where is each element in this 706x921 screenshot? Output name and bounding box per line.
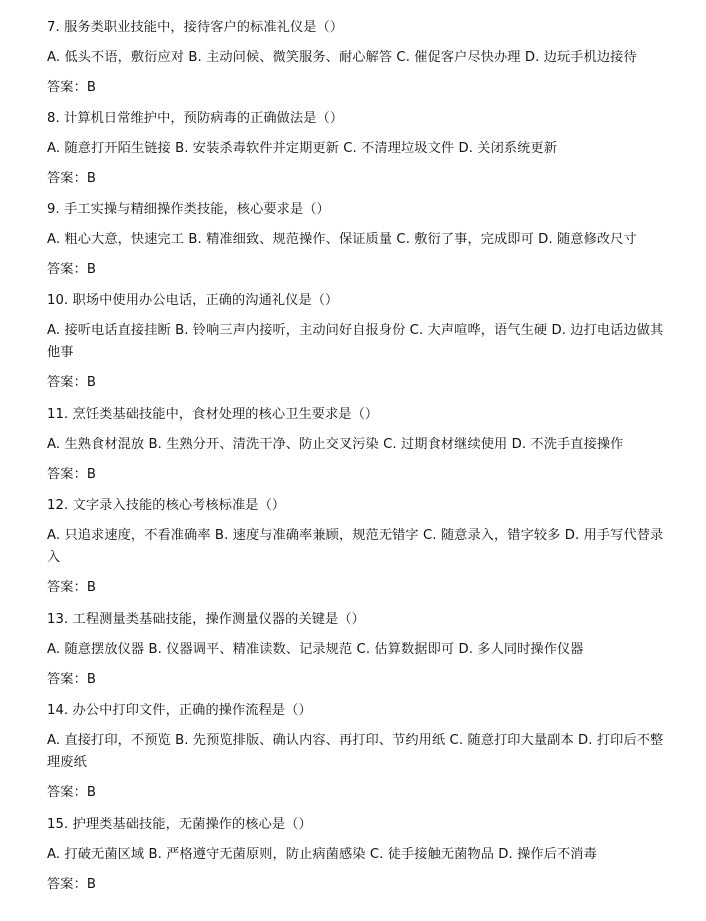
options-text: A. 只追求速度，不看准确率 B. 速度与准确率兼顾，规范无错字 C. 随意录入，错字较多 D. 用手写代替录入 — [47, 528, 664, 565]
answer-text: 答案：B — [47, 877, 97, 892]
question-text: 11. 烹饪类基础技能中，食材处理的核心卫生要求是（） — [47, 407, 379, 422]
options-text: A. 接听电话直接挂断 B. 铃响三声内接听，主动问好自报身份 C. 大声喧哗，语气生硬 D. 边打电话边做其他事 — [47, 323, 664, 360]
question-block-7 — [47, 17, 672, 99]
question-text: 9. 手工实操与精细操作类技能，核心要求是（） — [47, 202, 330, 217]
answer-text: 答案：B — [47, 467, 97, 482]
question-block-11 — [47, 404, 672, 486]
question-block-8 — [47, 108, 672, 190]
options-text: A. 低头不语，敷衍应对 B. 主动问候、微笑服务、耐心解答 C. 催促客户尽快办理 D. 边玩手机边接待 — [47, 50, 637, 65]
answer-text: 答案：B — [47, 80, 97, 95]
question-text: 7. 服务类职业技能中，接待客户的标准礼仪是（） — [47, 20, 344, 35]
answer-text: 答案：B — [47, 672, 97, 687]
options-text: A. 随意打开陌生链接 B. 安装杀毒软件并定期更新 C. 不清理垃圾文件 D. 关闭系统更新 — [47, 141, 558, 156]
answer-text: 答案：B — [47, 375, 97, 390]
question-text: 12. 文字录入技能的核心考核标准是（） — [47, 498, 286, 513]
options-text: A. 直接打印，不预览 B. 先预览排版、确认内容、再打印、节约用纸 C. 随意打印大量副本 D. 打印后不整理废纸 — [47, 733, 664, 770]
question-text: 14. 办公中打印文件，正确的操作流程是（） — [47, 703, 312, 718]
options-text: A. 粗心大意，快速完工 B. 精准细致、规范操作、保证质量 C. 敷衍了事，完成即可 D. 随意修改尺寸 — [47, 232, 637, 247]
answer-text: 答案：B — [47, 171, 97, 186]
question-block-15 — [47, 814, 672, 896]
question-block-10 — [47, 290, 672, 394]
options-text: A. 生熟食材混放 B. 生熟分开、清洗干净、防止交叉污染 C. 过期食材继续使用 D. 不洗手直接操作 — [47, 437, 624, 452]
answer-text: 答案：B — [47, 580, 97, 595]
question-text: 15. 护理类基础技能，无菌操作的核心是（） — [47, 817, 312, 832]
options-text: A. 随意摆放仪器 B. 仪器调平、精准读数、记录规范 C. 估算数据即可 D. 多人同时操作仪器 — [47, 642, 584, 657]
question-block-12 — [47, 495, 672, 599]
answer-text: 答案：B — [47, 785, 97, 800]
question-block-14 — [47, 700, 672, 804]
question-text: 13. 工程测量类基础技能，操作测量仪器的关键是（） — [47, 612, 365, 627]
question-text: 10. 职场中使用办公电话，正确的沟通礼仪是（） — [47, 293, 339, 308]
answer-text: 答案：B — [47, 262, 97, 277]
question-block-13 — [47, 609, 672, 691]
question-block-9 — [47, 199, 672, 281]
options-text: A. 打破无菌区域 B. 严格遵守无菌原则，防止病菌感染 C. 徒手接触无菌物品 D. 操作后不消毒 — [47, 847, 597, 862]
question-text: 8. 计算机日常维护中，预防病毒的正确做法是（） — [47, 111, 344, 126]
